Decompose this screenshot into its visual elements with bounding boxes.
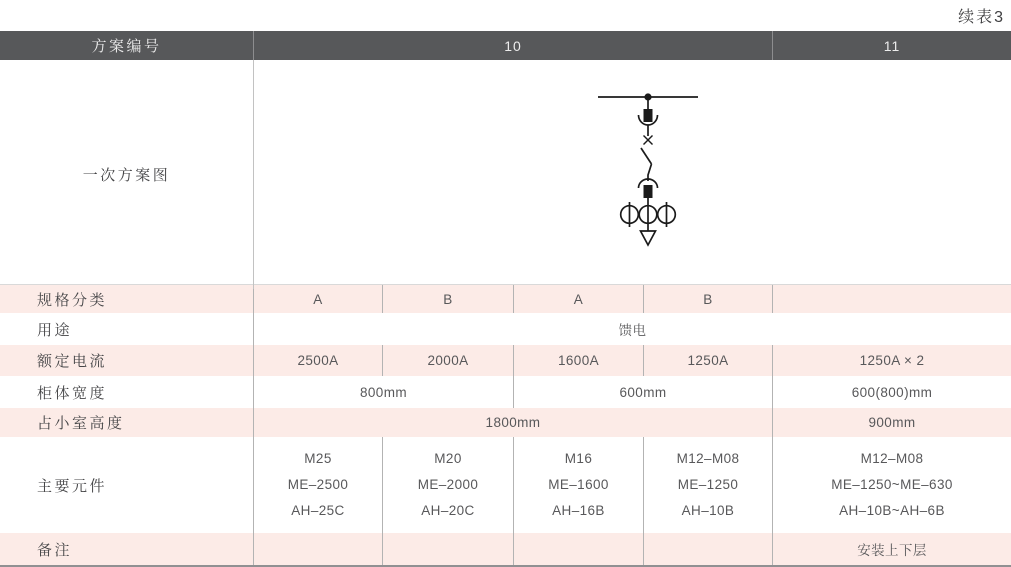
row-label-spec-class: 规格分类 bbox=[37, 291, 108, 309]
table-row-remarks bbox=[0, 533, 1011, 565]
table-header-row bbox=[0, 31, 1011, 60]
one-line-diagram bbox=[254, 60, 1011, 284]
row-label-cabinet-width: 柜体宽度 bbox=[37, 384, 108, 402]
cell-remarks-a1 bbox=[253, 533, 382, 565]
cell-components-a1: M25 ME–2500 AH–25C bbox=[253, 437, 382, 533]
row-label-compartment-height: 占小室高度 bbox=[37, 415, 125, 432]
cell-current-b1: 2000A bbox=[382, 345, 513, 376]
cell-width-group2: 600mm bbox=[513, 376, 772, 408]
row-label-rated-current: 额定电流 bbox=[37, 353, 108, 370]
feeder-arrow-icon bbox=[641, 231, 656, 245]
cell-width-group1: 800mm bbox=[253, 376, 513, 408]
cell-height-col11: 900mm bbox=[772, 408, 1011, 437]
row-label-usage: 用途 bbox=[37, 321, 73, 339]
header-scheme-number-label: 方案编号 bbox=[91, 38, 162, 55]
cell-components-a2: M16 ME–1600 AH–16B bbox=[513, 437, 643, 533]
table-row-compartment-height bbox=[0, 408, 1011, 437]
row-label-remarks: 备注 bbox=[37, 541, 73, 559]
table-row-cabinet-width bbox=[0, 376, 1011, 408]
header-scheme-11: 11 bbox=[772, 31, 1011, 60]
cell-components-col11: M12–M08 ME–1250~ME–630 AH–10B~AH–6B bbox=[772, 437, 1011, 533]
lower-contact-block-icon bbox=[644, 185, 653, 198]
cell-components-b1: M20 ME–2000 AH–20C bbox=[382, 437, 513, 533]
cell-current-col11: 1250A × 2 bbox=[772, 345, 1011, 376]
cell-spec-a1: A bbox=[253, 285, 382, 313]
switch-blade bbox=[641, 148, 652, 164]
diagram-row-label: 一次方案图 bbox=[82, 167, 171, 184]
table-row-usage bbox=[0, 313, 1011, 345]
cell-width-col11: 600(800)mm bbox=[772, 376, 1011, 408]
header-scheme-10: 10 bbox=[253, 31, 772, 60]
row-label-main-components: 主要元件 bbox=[37, 477, 108, 495]
cell-remarks-a2 bbox=[513, 533, 643, 565]
table-continuation-label: 续表3 bbox=[958, 9, 1005, 26]
cell-current-a1: 2500A bbox=[253, 345, 382, 376]
cell-height-value: 1800mm bbox=[253, 408, 772, 437]
cell-current-b2: 1250A bbox=[643, 345, 772, 376]
cell-spec-a2: A bbox=[513, 285, 643, 313]
diagram-cell bbox=[253, 60, 1011, 289]
cell-remarks-b1 bbox=[382, 533, 513, 565]
cell-usage-value: 馈电 bbox=[253, 313, 1011, 345]
cell-current-a2: 1600A bbox=[513, 345, 643, 376]
cell-spec-b2: B bbox=[643, 285, 772, 313]
cell-spec-col11 bbox=[772, 285, 1011, 313]
upper-contact-block-icon bbox=[644, 109, 653, 122]
cell-spec-b1: B bbox=[382, 285, 513, 313]
cell-remarks-b2 bbox=[643, 533, 772, 565]
table-row-diagram bbox=[0, 60, 1011, 284]
table-row-main-components bbox=[0, 437, 1011, 533]
cell-remarks-col11: 安装上下层 bbox=[772, 533, 1011, 565]
table-row-rated-current bbox=[0, 345, 1011, 376]
cell-components-b2: M12–M08 ME–1250 AH–10B bbox=[643, 437, 772, 533]
